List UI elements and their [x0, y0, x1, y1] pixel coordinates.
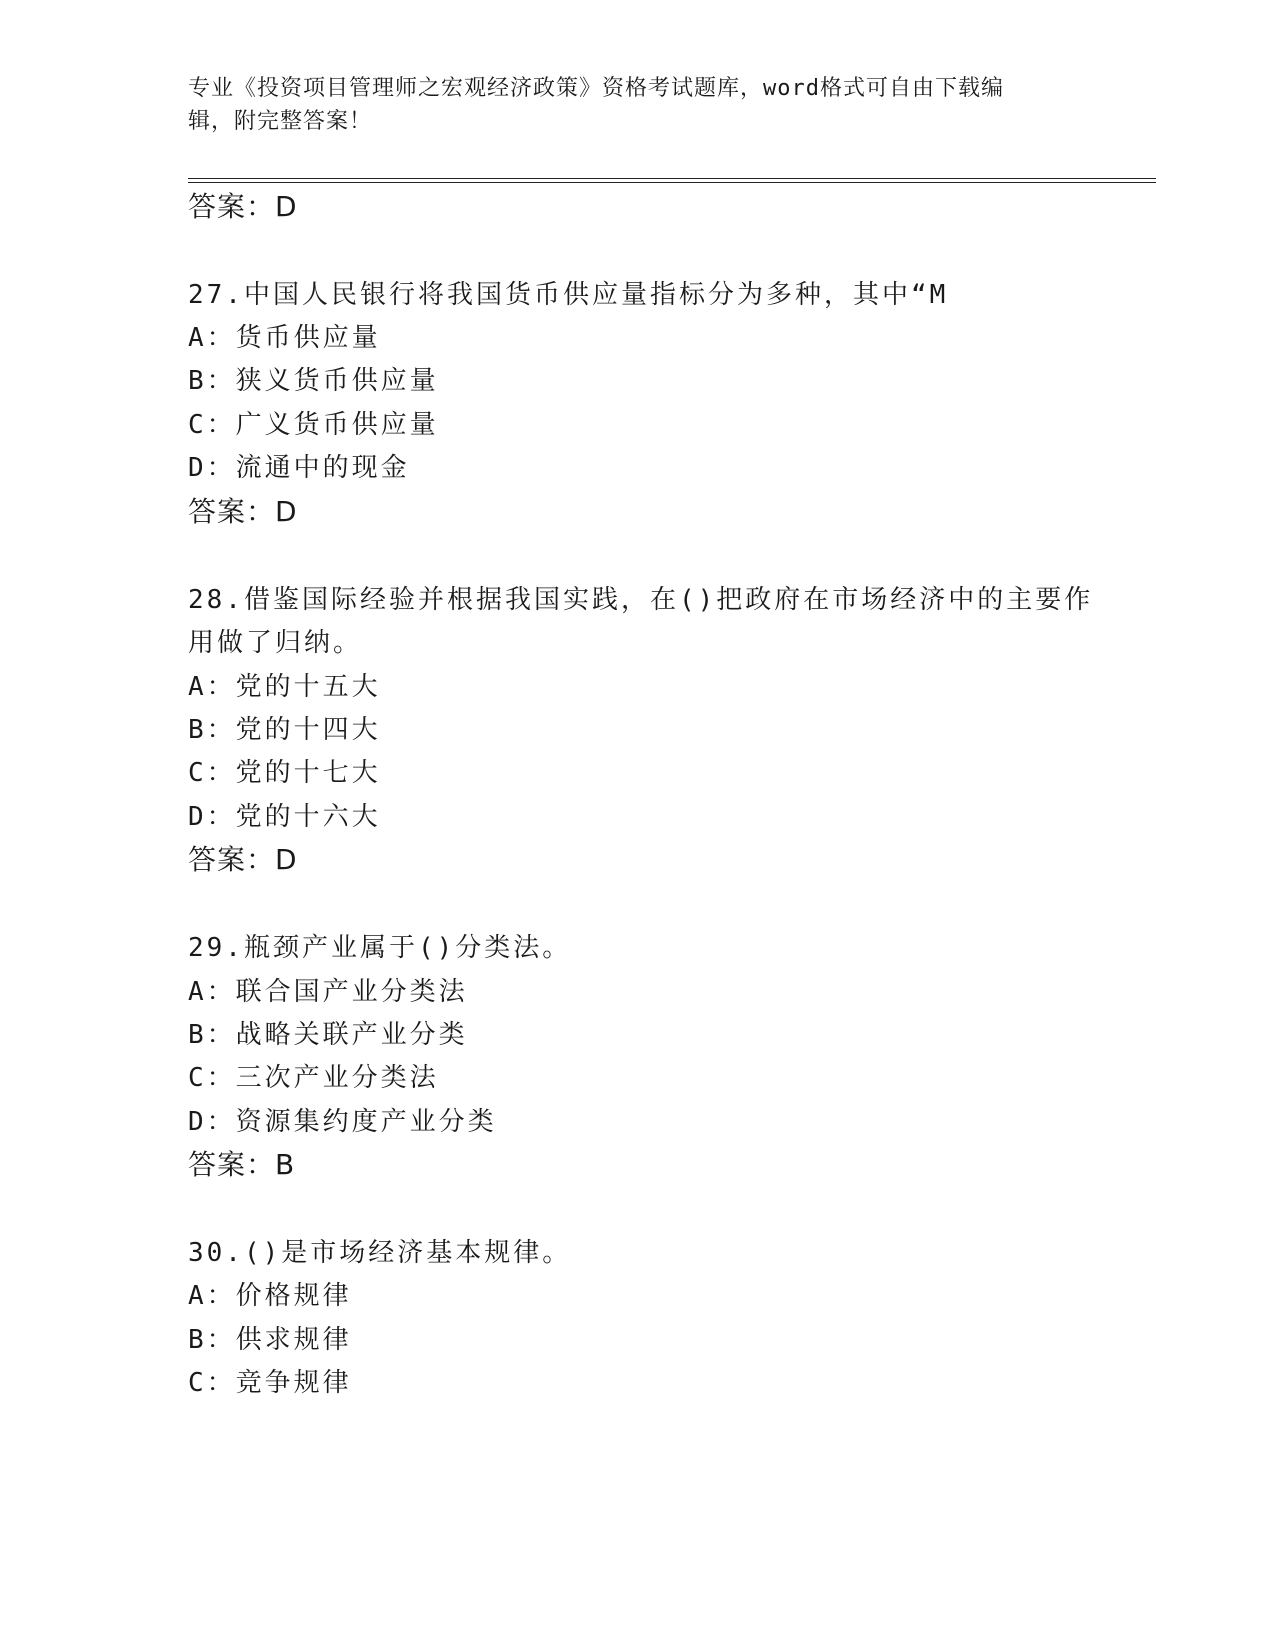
answer-27: 答案：D — [188, 495, 298, 528]
question-30-option-c: C：竞争规律 — [188, 1368, 352, 1398]
header-rule-bottom — [188, 182, 1156, 183]
question-29-stem: 29.瓶颈产业属于()分类法。 — [188, 933, 572, 963]
header-line-1: 专业《投资项目管理师之宏观经济政策》资格考试题库，word格式可自由下载编 — [188, 76, 1004, 101]
question-28-stem-line-2: 用做了归纳。 — [188, 628, 363, 658]
question-27-option-a: A：货币供应量 — [188, 323, 381, 353]
question-27-option-c: C：广义货币供应量 — [188, 410, 439, 440]
question-28-option-c: C：党的十七大 — [188, 758, 381, 788]
question-29-option-d: D：资源集约度产业分类 — [188, 1107, 497, 1137]
header-line-2: 辑，附完整答案！ — [188, 109, 373, 134]
header-rule-top — [188, 178, 1156, 179]
question-28-option-d: D：党的十六大 — [188, 802, 381, 832]
question-29-option-c: C：三次产业分类法 — [188, 1063, 439, 1093]
answer-28: 答案：D — [188, 843, 298, 876]
question-27-option-d: D：流通中的现金 — [188, 453, 410, 483]
question-28-option-b: B：党的十四大 — [188, 715, 381, 745]
answer-26: 答案：D — [188, 190, 298, 223]
question-29-option-b: B：战略关联产业分类 — [188, 1020, 468, 1050]
question-30-option-a: A：价格规律 — [188, 1281, 352, 1311]
question-28-stem-line-1: 28.借鉴国际经验并根据我国实践，在()把政府在市场经济中的主要作 — [188, 585, 1094, 615]
answer-29: 答案：B — [188, 1148, 296, 1181]
question-29-option-a: A：联合国产业分类法 — [188, 977, 468, 1007]
question-30-option-b: B：供求规律 — [188, 1325, 352, 1355]
question-30-stem: 30.()是市场经济基本规律。 — [188, 1238, 572, 1268]
question-27-option-b: B：狭义货币供应量 — [188, 366, 439, 396]
question-28-option-a: A：党的十五大 — [188, 672, 381, 702]
question-27-stem: 27.中国人民银行将我国货币供应量指标分为多种，其中“M — [188, 280, 949, 310]
document-header — [188, 72, 1088, 138]
